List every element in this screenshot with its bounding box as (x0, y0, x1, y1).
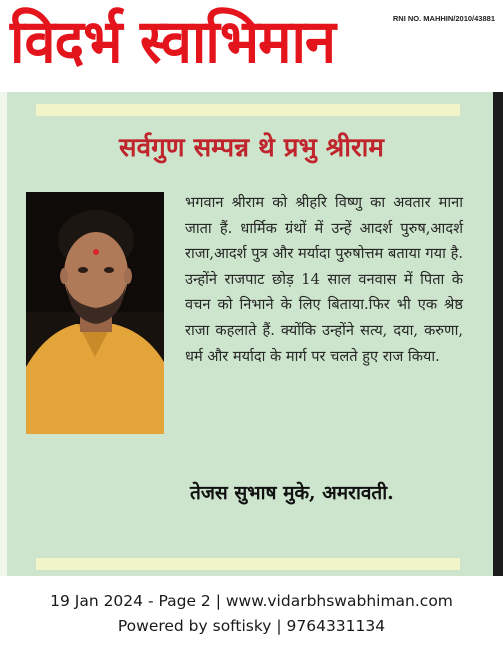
page-edge-left (0, 92, 7, 576)
decorative-bar-top (36, 104, 460, 116)
page-footer (0, 576, 503, 649)
author-photo (26, 192, 164, 434)
footer-date-page-url: 19 Jan 2024 - Page 2 | www.vidarbhswabhiman.com (50, 592, 453, 610)
newspaper-title: विदर्भ स्वाभिमान (10, 7, 336, 77)
rni-number: RNI NO. MAHHIN/2010/43881 (392, 14, 495, 23)
portrait-image (26, 192, 164, 434)
decorative-bar-bottom (36, 558, 460, 570)
masthead (0, 0, 503, 92)
article-body: भगवान श्रीराम को श्रीहरि विष्णु का अवतार माना जाता हैं. धार्मिक ग्रंथों में उन्हें आदर्श पुरुष,आदर्श राजा,आदर्श पुत्र और मर्यादा पुरुषोत्तम बताया गया है. उन्होंने राजपाट छोड़ 14 साल वनवास में पिता के वचन को निभाने के लिए बिताया.फिर भी एक श्रेष्ठ राजा कहलाते हैं. क्योंकि उन्होंने सत्य, दया, करुणा, धर्म और मर्यादा के मार्ग पर चलते हुए राज किया. (185, 194, 463, 365)
article-headline: सर्वगुण सम्पन्न थे प्रभु श्रीराम (119, 133, 384, 163)
article-byline: तेजस सुभाष मुके, अमरावती. (190, 482, 394, 504)
page-edge-right (493, 92, 503, 576)
footer-powered-by: Powered by softisky | 9764331134 (117, 617, 386, 635)
